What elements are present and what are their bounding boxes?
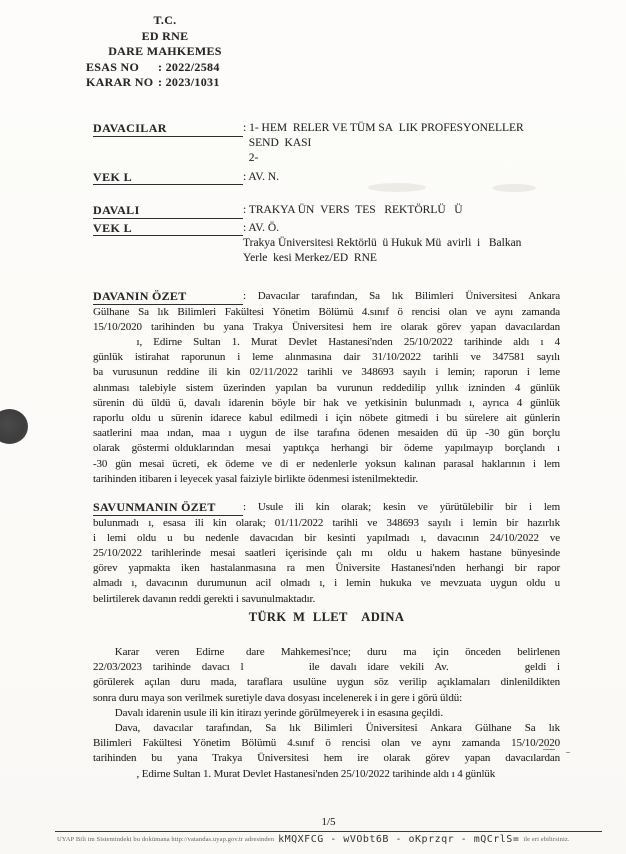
- uyap-footer: [57, 834, 604, 845]
- claim-summary-section: [93, 289, 560, 487]
- claim-summary-label: DAVANIN ÖZET: [93, 289, 243, 305]
- text-line: günlük istirahat raporunun i leme alınmasına dair 31/10/2022 tarihli ve 347581 sayılı: [93, 351, 560, 364]
- text-line: ba vurusunun reddine ili kin 02/11/2022 tarihli ve 348693 sayılı i lemin; raporun i leme: [93, 366, 560, 379]
- text-line: tarihinden bu yana Trakya Üniversitesi hem ire olarak görev yapan davacılardan: [93, 752, 560, 765]
- claim-summary-first-text: : Davacılar tarafından, Sa lık Bilimleri Üniversitesi Ankara: [243, 290, 560, 302]
- text-line: , Edirne Sultan 1. Murat Devlet Hastanesi'nden 25/10/2022 tarihinde aldı ı 4 günlük: [93, 767, 496, 780]
- plaintiffs-value: [243, 121, 563, 167]
- text-line: olarak göstermi olduklarından mesai yaptıkça herhangi bir ödeme yapılmayıp borçlandı ı: [93, 442, 560, 455]
- case-number-row: [86, 60, 244, 76]
- defendant-counsel-label: VEK L: [93, 221, 243, 237]
- text-line: ı, Edirne Sultan 1. Murat Devlet Hastanesi'nden 25/10/2022 tarihinde aldı ı 4: [93, 335, 560, 348]
- text-line: belirtilerek davanın reddi gerekti i savunulmaktadır.: [93, 592, 316, 605]
- reasoning-paragraph-1: [93, 645, 560, 706]
- court-name: DARE MAHKEMES: [108, 44, 222, 58]
- text-line: tarihinden itibaren i leyecek yasal faiziyle birlikte ödenmesi istenilmektedir.: [93, 472, 418, 485]
- text-line: sonra duru maya son verilmek suretiyle dava dosyası incelenerek i in gere i görü üldü:: [93, 691, 463, 704]
- scan-smudge: [368, 183, 426, 192]
- republic-label: T.C.: [153, 13, 177, 27]
- text-line: i lemi oldu u bu nedenle davacıdan bir kesinti yapılmadı ı, davacının 24/10/2022 ve: [93, 531, 560, 544]
- plaintiffs-counsel-value: : AV. N.: [243, 170, 280, 183]
- text-line: SEND KASI: [243, 137, 312, 150]
- text-line: sürenin dü üldü ü, davalı idarenin böyle bir hak ve yetkisinin bulunmadı ı, ayrıca 4 günlük: [93, 396, 560, 409]
- defense-summary-section: [93, 500, 560, 607]
- defense-summary-first-line: [93, 500, 560, 516]
- redaction-mark: [543, 749, 555, 750]
- plaintiffs-counsel-label: VEK L: [93, 170, 243, 186]
- uyap-footer-text: UYAP Bili im Sistemindeki bu dokümana http://vatandas.uyap.gov.tr adresinden: [57, 836, 275, 843]
- text-line: görev yapmakta iken hastalanmasına ra men Üniversite Hastanesi'nden herhangi bir rapor: [93, 562, 560, 575]
- decision-number-row: [86, 75, 244, 91]
- text-line: : 1- HEM RELER VE TÜM SA LIK PROFESYONELLER: [243, 122, 524, 134]
- plaintiffs-row: [93, 121, 563, 167]
- text-line: 15/10/2020 tarihinden bu yana Trakya Üniversitesi hem ire olarak görev yapan davacılardan: [93, 320, 560, 333]
- defendant-counsel-value: [243, 221, 563, 267]
- case-number-value: : 2022/2584: [158, 59, 220, 74]
- text-line: -30 gün mesai ücreti, ek ödeme ve di er nedenlerle yoksun kalınan parasal haklarının i lem: [93, 457, 560, 470]
- defendant-value: : TRAKYA ÜN VERS TES REKTÖRLÜ Ü: [243, 204, 463, 217]
- court-city: ED RNE: [141, 28, 189, 43]
- defense-summary-label: SAVUNMANIN ÖZET: [93, 500, 243, 516]
- parties-section: [93, 121, 563, 266]
- defendant-row: [93, 203, 563, 219]
- text-line: saatlerini maa ından, maa ı uygun de ilse tarafına ödenen mesaiden dü üp -30 gün borçlu: [93, 427, 560, 440]
- redaction-mark: [566, 752, 570, 753]
- text-line: raporlu oldu u sürenin idarece kabul edilmedi i için nöbete gitmedi i bu sürelere ait günlerin: [93, 411, 560, 424]
- reasoning-paragraph-2: [93, 706, 560, 721]
- page-number: 1/5: [321, 816, 336, 828]
- text-line: : AV. Ö.: [243, 221, 280, 234]
- text-line: görülerek açılan duru mada, taraflara usulüne uygun söz verilip açıklamaları dinlenildikten: [93, 676, 560, 689]
- text-line: Gülhane Sa lık Bilimleri Fakültesi Yönetim Bölümü 4.sınıf ö rencisi olan ve aynı zamanda: [93, 305, 560, 318]
- defendant-label: DAVALI: [93, 203, 243, 219]
- text-line: Karar veren Edirne dare Mahkemesi'nce; duru ma için önceden belirlenen: [93, 646, 560, 658]
- defense-summary-first-text: : Usule ili kin olarak; kesin ve yürütülebilir bir i lem: [243, 501, 560, 513]
- plaintiffs-label: DAVACILAR: [93, 121, 243, 137]
- uyap-footer-text-end: ile eri ebilirsiniz.: [523, 836, 570, 843]
- decision-number-label: KARAR NO: [86, 75, 154, 89]
- reasoning-section: [93, 645, 560, 782]
- text-line: 2-: [243, 152, 259, 165]
- punch-hole-artifact: [0, 409, 28, 444]
- text-line: Trakya Üniversitesi Rektörlü ü Hukuk Mü avirli i Balkan: [243, 236, 522, 249]
- text-line: Yerle kesi Merkez/ED RNE: [243, 252, 377, 265]
- reasoning-paragraph-3: [93, 721, 560, 782]
- text-line: almadı ı, davacının durumunun acil olmadı ı, i lemin hukuka ve mevzuata uygun oldu u: [93, 577, 560, 590]
- defense-summary-body: [93, 516, 560, 607]
- text-line: 25/10/2022 tarihlerinde mesai saatleri içerisinde çalı mı oldu u hakem hastane bünyesinde: [93, 546, 560, 559]
- text-line: Davalı idarenin usule ili kin itirazı yerinde görülmeyerek i in esasına geçildi.: [93, 706, 443, 719]
- claim-summary-body: [93, 305, 560, 487]
- plaintiffs-counsel-row: [93, 170, 563, 186]
- text-line: alınması talebiyle sistem üzerinden yapılan ba vurunun reddedilip yıllık izninden 4 günlük: [93, 381, 560, 394]
- claim-summary-first-line: [93, 289, 560, 305]
- text-line: bulunmadı ı, esasa ili kin olarak; 01/11/2022 tarihli ve 348693 sayılı i lemin bir hazırlık: [93, 516, 560, 529]
- uyap-verification-code: kMQXFCG - wVObt6B - oKprzqr - mQCrlS=: [278, 834, 520, 845]
- case-number-label: ESAS NO: [86, 59, 140, 74]
- decision-number-value: : 2023/1031: [158, 75, 220, 89]
- text-line: Dava, davacılar tarafından, Sa lık Bilimleri Üniversitesi Ankara Gülhane Sa lık: [93, 722, 560, 735]
- text-line: Bilimleri Fakültesi Yönetim Bölümü 4.sınıf ö rencisi olan ve aynı zamanda 15/10/2020: [93, 737, 560, 750]
- defendant-counsel-row: [93, 221, 563, 267]
- in-the-name-of-turkish-nation-heading: TÜRK M LLET ADINA: [248, 610, 405, 624]
- court-header: [86, 13, 244, 91]
- text-line: 22/03/2023 tarihinde davacı l ile davalı idare vekili Av. geldi i: [93, 661, 560, 674]
- footer-divider: [55, 831, 602, 832]
- scan-smudge: [492, 184, 536, 192]
